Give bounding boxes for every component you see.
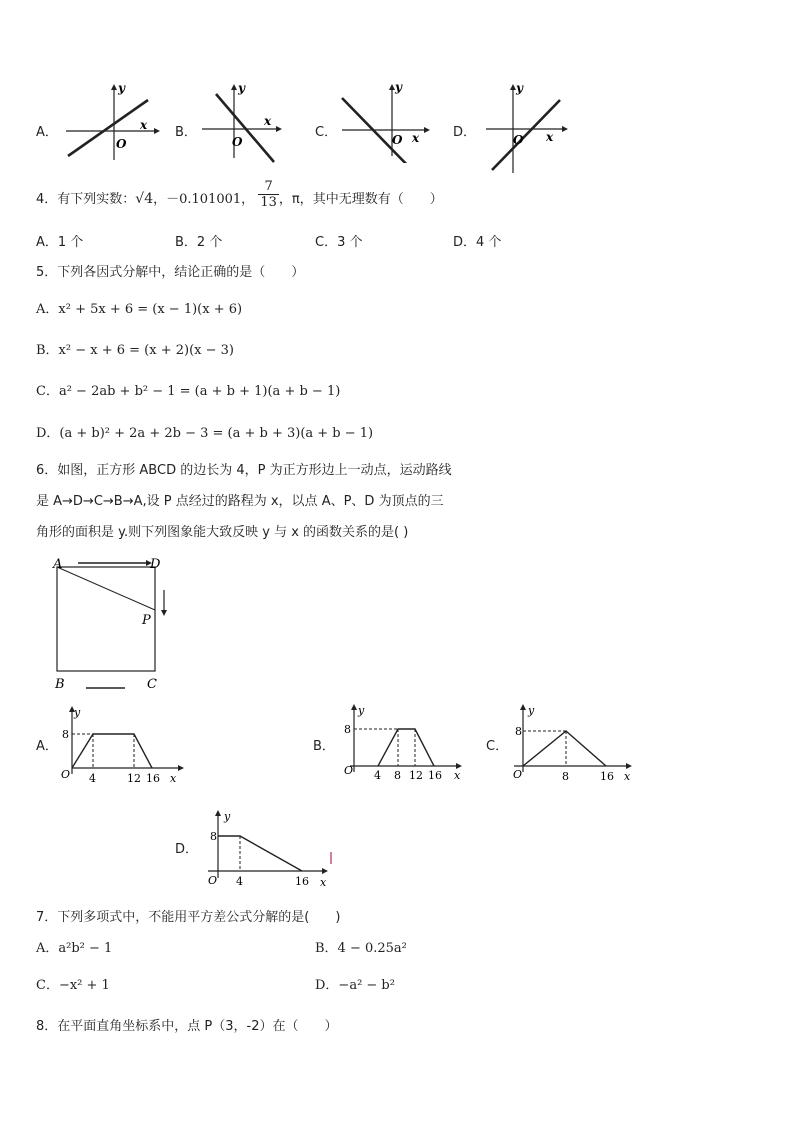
q3-option-a-letter: A． bbox=[36, 125, 58, 140]
q4-frac-num: 7 bbox=[258, 179, 279, 195]
q4-option-b: B．2 个 bbox=[175, 235, 223, 250]
q3-d-y-label: y bbox=[516, 81, 523, 95]
q7-option-b: B．4 − 0.25a² bbox=[315, 941, 407, 956]
q3-graph-b bbox=[198, 78, 298, 163]
q4-stem bbox=[36, 179, 443, 210]
q6-stem-line-3: 角形的面积是 y.则下列图象能大致反映 y 与 x 的函数关系的是( ) bbox=[36, 525, 409, 540]
q3-d-x-label: x bbox=[546, 130, 554, 144]
q6-c-tick-16: 16 bbox=[600, 770, 614, 783]
q5-stem: 5．下列各因式分解中，结论正确的是（ ） bbox=[36, 265, 305, 280]
q6-a-tick-12: 12 bbox=[127, 772, 141, 785]
q7-option-a: A．a²b² − 1 bbox=[36, 941, 113, 956]
q4-sep1: ， bbox=[153, 192, 167, 207]
q3-a-o-label: O bbox=[116, 137, 127, 151]
q6-b-tick-12: 12 bbox=[409, 769, 423, 782]
q3-d-o-label: O bbox=[513, 133, 524, 147]
q6-graph-d bbox=[198, 808, 338, 893]
q4-prefix: 4．有下列实数： bbox=[36, 192, 136, 207]
q3-b-x-label: x bbox=[264, 114, 272, 128]
q4-sep3: ，π， bbox=[278, 192, 313, 207]
q6-a-tick-4: 4 bbox=[89, 772, 96, 785]
q6-c-tick-8: 8 bbox=[562, 770, 569, 783]
q6-c-y-label: y bbox=[528, 704, 535, 717]
q4-fraction bbox=[258, 179, 279, 210]
q6-d-ymark: 8 bbox=[210, 830, 217, 843]
q6-d-x-label: x bbox=[320, 876, 327, 889]
q6-a-tick-16: 16 bbox=[146, 772, 160, 785]
q6-c-o-label: O bbox=[513, 768, 523, 781]
q4-number: －0.101001 bbox=[166, 192, 242, 207]
q6-b-o-label: O bbox=[344, 764, 354, 777]
q3-b-y-label: y bbox=[238, 81, 245, 95]
q4-sep2: ， bbox=[241, 192, 255, 207]
q3-a-x-label: x bbox=[140, 118, 148, 132]
q6-d-tick-4: 4 bbox=[236, 875, 243, 888]
q7-option-c: C．−x² + 1 bbox=[36, 978, 110, 993]
q6-label-b: B bbox=[55, 677, 65, 692]
q6-b-x-label: x bbox=[454, 769, 461, 782]
q3-option-d-letter: D． bbox=[453, 125, 477, 140]
q6-label-d: D bbox=[150, 557, 161, 572]
q6-a-o-label: O bbox=[61, 768, 71, 781]
q8-stem: 8．在平面直角坐标系中，点 P（3，-2）在（ ） bbox=[36, 1019, 338, 1034]
q5-option-c: C．a² − 2ab + b² − 1 = (a + b + 1)(a + b − 1) bbox=[36, 384, 341, 399]
q3-c-o-label: O bbox=[392, 133, 403, 147]
q6-graph-c bbox=[508, 702, 638, 787]
q4-option-d: D．4 个 bbox=[453, 235, 502, 250]
q5-option-d: D．(a + b)² + 2a + 2b − 3 = (a + b + 3)(a + b − 1) bbox=[36, 426, 374, 441]
q3-b-o-label: O bbox=[232, 135, 243, 149]
q6-a-y-label: y bbox=[74, 706, 81, 719]
q6-c-ymark: 8 bbox=[515, 725, 522, 738]
q6-b-y-label: y bbox=[358, 704, 365, 717]
q5-option-b: B．x² − x + 6 = (x + 2)(x − 3) bbox=[36, 343, 234, 358]
q6-d-tick-16: 16 bbox=[295, 875, 309, 888]
q6-a-x-label: x bbox=[170, 772, 177, 785]
q3-graph-c bbox=[338, 78, 438, 163]
q6-label-p: P bbox=[142, 613, 151, 628]
q6-d-o-label: O bbox=[208, 874, 218, 887]
q6-label-a: A bbox=[53, 557, 63, 572]
q4-option-c: C．3 个 bbox=[315, 235, 363, 250]
q4-suffix: 其中无理数有（ ） bbox=[312, 192, 443, 207]
q4-frac-den: 13 bbox=[260, 195, 277, 210]
q6-b-tick-4: 4 bbox=[374, 769, 381, 782]
q6-stem-line-2: 是 A→D→C→B→A,设 P 点经过的路程为 x，以点 A、P、D 为顶点的三 bbox=[36, 494, 444, 509]
q4-sqrt: √4 bbox=[135, 191, 154, 207]
q6-graph-a bbox=[58, 702, 188, 792]
q7-option-d: D．−a² − b² bbox=[315, 978, 395, 993]
q5-option-a: A．x² + 5x + 6 = (x − 1)(x + 6) bbox=[36, 302, 243, 317]
q6-option-a-letter: A． bbox=[36, 739, 58, 754]
q6-option-d-letter: D． bbox=[175, 842, 199, 857]
q3-c-x-label: x bbox=[412, 131, 420, 145]
q6-b-tick-8: 8 bbox=[394, 769, 401, 782]
q6-b-tick-16: 16 bbox=[428, 769, 442, 782]
q3-graph-d bbox=[480, 78, 575, 178]
q3-graph-a bbox=[60, 78, 165, 163]
q6-b-ymark: 8 bbox=[344, 723, 351, 736]
q6-stem-line-1: 6．如图，正方形 ABCD 的边长为 4，P 为正方形边上一动点，运动路线 bbox=[36, 463, 452, 478]
q6-graph-b bbox=[336, 702, 466, 787]
q6-square-figure bbox=[50, 552, 185, 697]
q3-option-c-letter: C． bbox=[315, 125, 338, 140]
q3-option-b-letter: B． bbox=[175, 125, 197, 140]
q3-c-y-label: y bbox=[395, 80, 402, 94]
q4-option-a: A．1 个 bbox=[36, 235, 84, 250]
q6-d-y-label: y bbox=[224, 810, 231, 823]
q7-stem: 7．下列多项式中，不能用平方差公式分解的是( ) bbox=[36, 910, 341, 925]
q3-a-y-label: y bbox=[118, 81, 125, 95]
q6-option-b-letter: B． bbox=[313, 739, 335, 754]
q6-option-c-letter: C． bbox=[486, 739, 509, 754]
q6-a-ymark: 8 bbox=[62, 728, 69, 741]
q6-c-x-label: x bbox=[624, 770, 631, 783]
q6-label-c: C bbox=[147, 677, 157, 692]
